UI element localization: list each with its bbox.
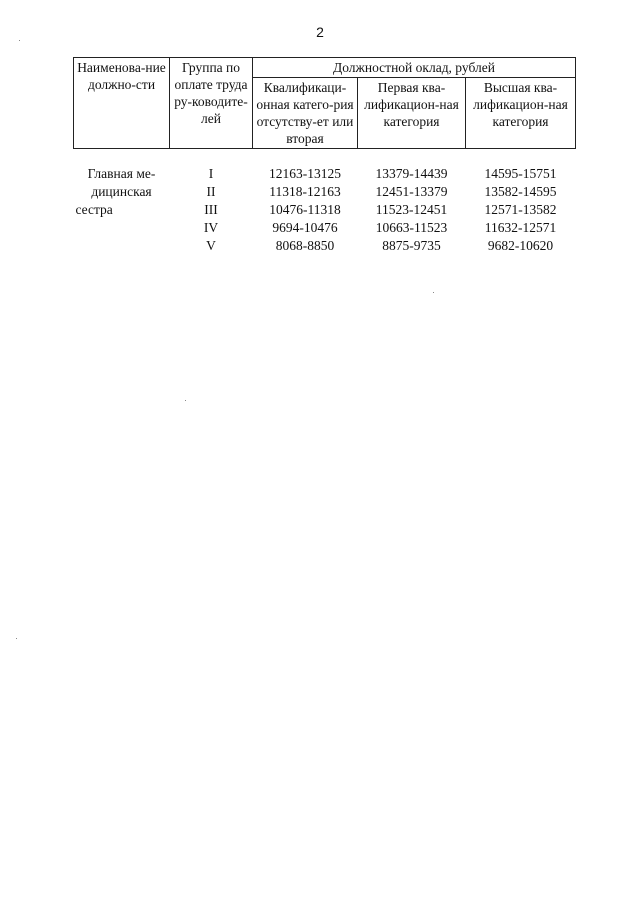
salary-none-cell: 11318-12163 [269, 184, 341, 199]
salary-none-cell: 8068-8850 [275, 238, 335, 253]
group-cell: II [206, 184, 216, 199]
salary-highest-cell: 13582-14595 [484, 184, 557, 199]
salary-none-cell: 10476-11318 [269, 202, 341, 217]
salary-highest-cell: 14595-15751 [484, 166, 557, 181]
salary-highest-cell: 11632-12571 [484, 220, 557, 235]
scan-speck [433, 292, 434, 293]
salary-none-cell: 9694-10476 [272, 220, 338, 235]
salary-first-cell: 13379-14439 [375, 166, 448, 181]
group-cell: III [204, 202, 218, 217]
salary-table [73, 57, 576, 255]
scan-speck [19, 40, 20, 41]
header-category-first: Первая ква-лификацион-ная категория [358, 78, 466, 149]
group-cell: V [206, 238, 216, 253]
salary-first-cell: 10663-11523 [375, 220, 448, 235]
page-number: 2 [316, 24, 324, 40]
table-row [74, 165, 576, 183]
group-cell: IV [203, 220, 219, 235]
salary-first-cell: 8875-9735 [382, 238, 441, 253]
salary-first-cell: 11523-12451 [375, 202, 448, 217]
position-name-cell: Главная ме-дицинская сестра [75, 166, 156, 217]
group-cell: I [208, 166, 214, 181]
header-pay-group: Группа по оплате труда ру-ководите-лей [170, 58, 253, 149]
scan-speck [16, 638, 17, 639]
header-category-none: Квалификаци-онная катего-рия отсутству-ет или вторая [253, 78, 358, 149]
header-position-name: Наименова-ние должно-сти [74, 58, 170, 149]
salary-highest-cell: 12571-13582 [484, 202, 557, 217]
salary-highest-cell: 9682-10620 [487, 238, 554, 253]
header-salary: Должностной оклад, рублей [253, 58, 576, 78]
salary-none-cell: 12163-13125 [269, 166, 341, 181]
header-category-highest: Высшая ква-лификацион-ная категория [466, 78, 576, 149]
header-row-top [74, 58, 576, 78]
spacer-row [74, 149, 576, 166]
salary-first-cell: 12451-13379 [375, 184, 448, 199]
scan-speck [185, 400, 186, 401]
